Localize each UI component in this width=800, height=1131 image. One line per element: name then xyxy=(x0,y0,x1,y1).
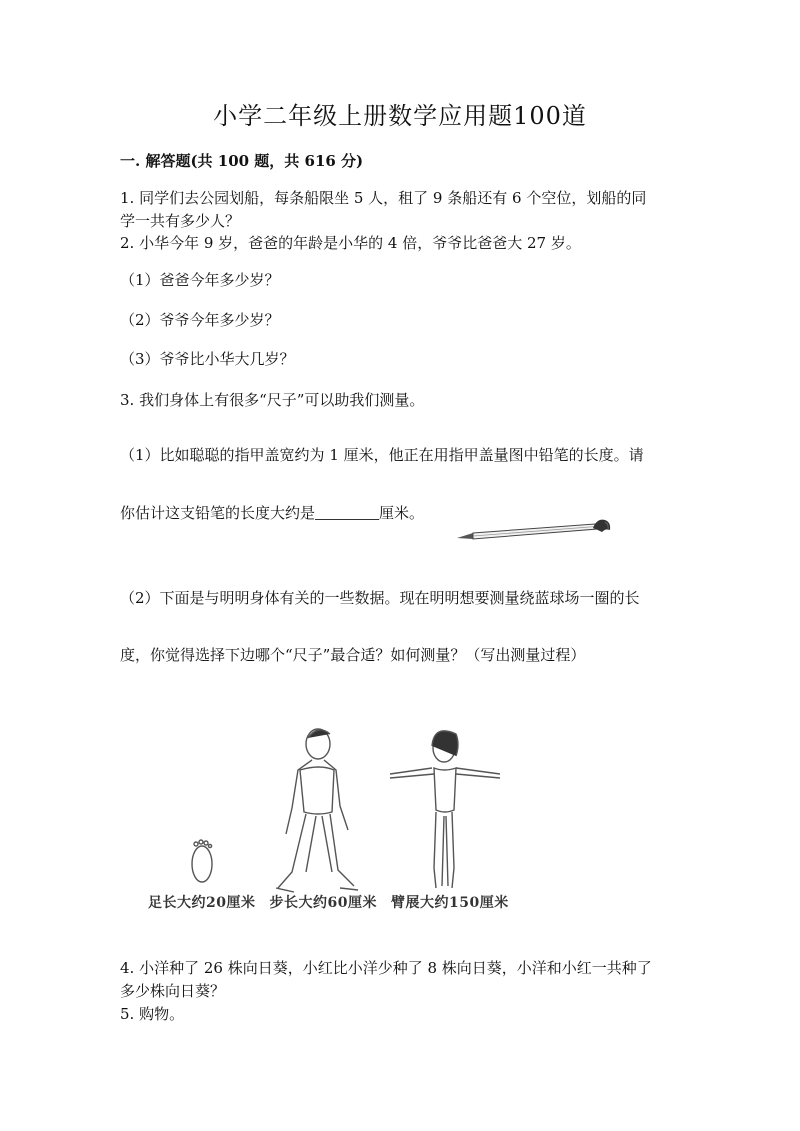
walking-boy-figure xyxy=(276,729,358,892)
question-2-stem: 2. 小华今年 9 岁，爸爸的年龄是小华的 4 倍，爷爷比爸爸大 27 岁。 xyxy=(120,234,581,252)
body-rulers-illustration xyxy=(140,716,520,916)
caption-foot-length: 足长大约20厘米 xyxy=(148,895,256,911)
pencil-image xyxy=(455,516,615,544)
caption-arm-span: 臂展大约150厘米 xyxy=(390,895,509,911)
question-3-sub-1-unit: 厘米。 xyxy=(379,504,425,522)
question-1-line-1: 1. 同学们去公园划船，每条船限坐 5 人，租了 9 条船还有 6 个空位，划船的同 xyxy=(120,189,647,207)
standing-girl-figure xyxy=(390,731,500,888)
question-3-sub-1-line-1: （1）比如聪聪的指甲盖宽约为 1 厘米，他正在用指甲盖量图中铅笔的长度。请 xyxy=(120,446,644,464)
section-heading: 一. 解答题(共 100 题，共 616 分) xyxy=(120,152,364,170)
question-3-sub-2-line-2: 度，你觉得选择下边哪个“尺子”最合适？如何测量？（写出测量过程） xyxy=(120,646,586,664)
page-title: 小学二年级上册数学应用题100道 xyxy=(213,102,587,130)
question-1-line-2: 学一共有多少人？ xyxy=(120,212,241,230)
answer-blank xyxy=(315,505,379,520)
pencil-tip xyxy=(457,533,473,539)
question-2-sub-2: （2）爷爷今年多少岁？ xyxy=(120,311,280,329)
question-3-sub-1-text: 你估计这支铅笔的长度大约是 xyxy=(120,504,316,522)
foot-icon xyxy=(192,840,212,882)
caption-step-length: 步长大约60厘米 xyxy=(269,895,377,911)
figure-caption xyxy=(148,892,523,912)
question-2-sub-1: （1）爸爸今年多少岁？ xyxy=(120,271,280,289)
question-3-stem: 3. 我们身体上有很多“尺子”可以助我们测量。 xyxy=(120,391,425,409)
question-4-line-1: 4. 小洋种了 26 株向日葵，小红比小洋少种了 8 株向日葵，小洋和小红一共种了 xyxy=(120,959,652,977)
question-5-line-1: 5. 购物。 xyxy=(120,1005,185,1023)
question-3-sub-2-line-1: （2）下面是与明明身体有关的一些数据。现在明明想要测量绕蓝球场一圈的长 xyxy=(120,589,640,607)
question-2-sub-3: （3）爷爷比小华大几岁？ xyxy=(120,350,295,368)
question-4-line-2: 多少株向日葵？ xyxy=(120,982,226,1000)
